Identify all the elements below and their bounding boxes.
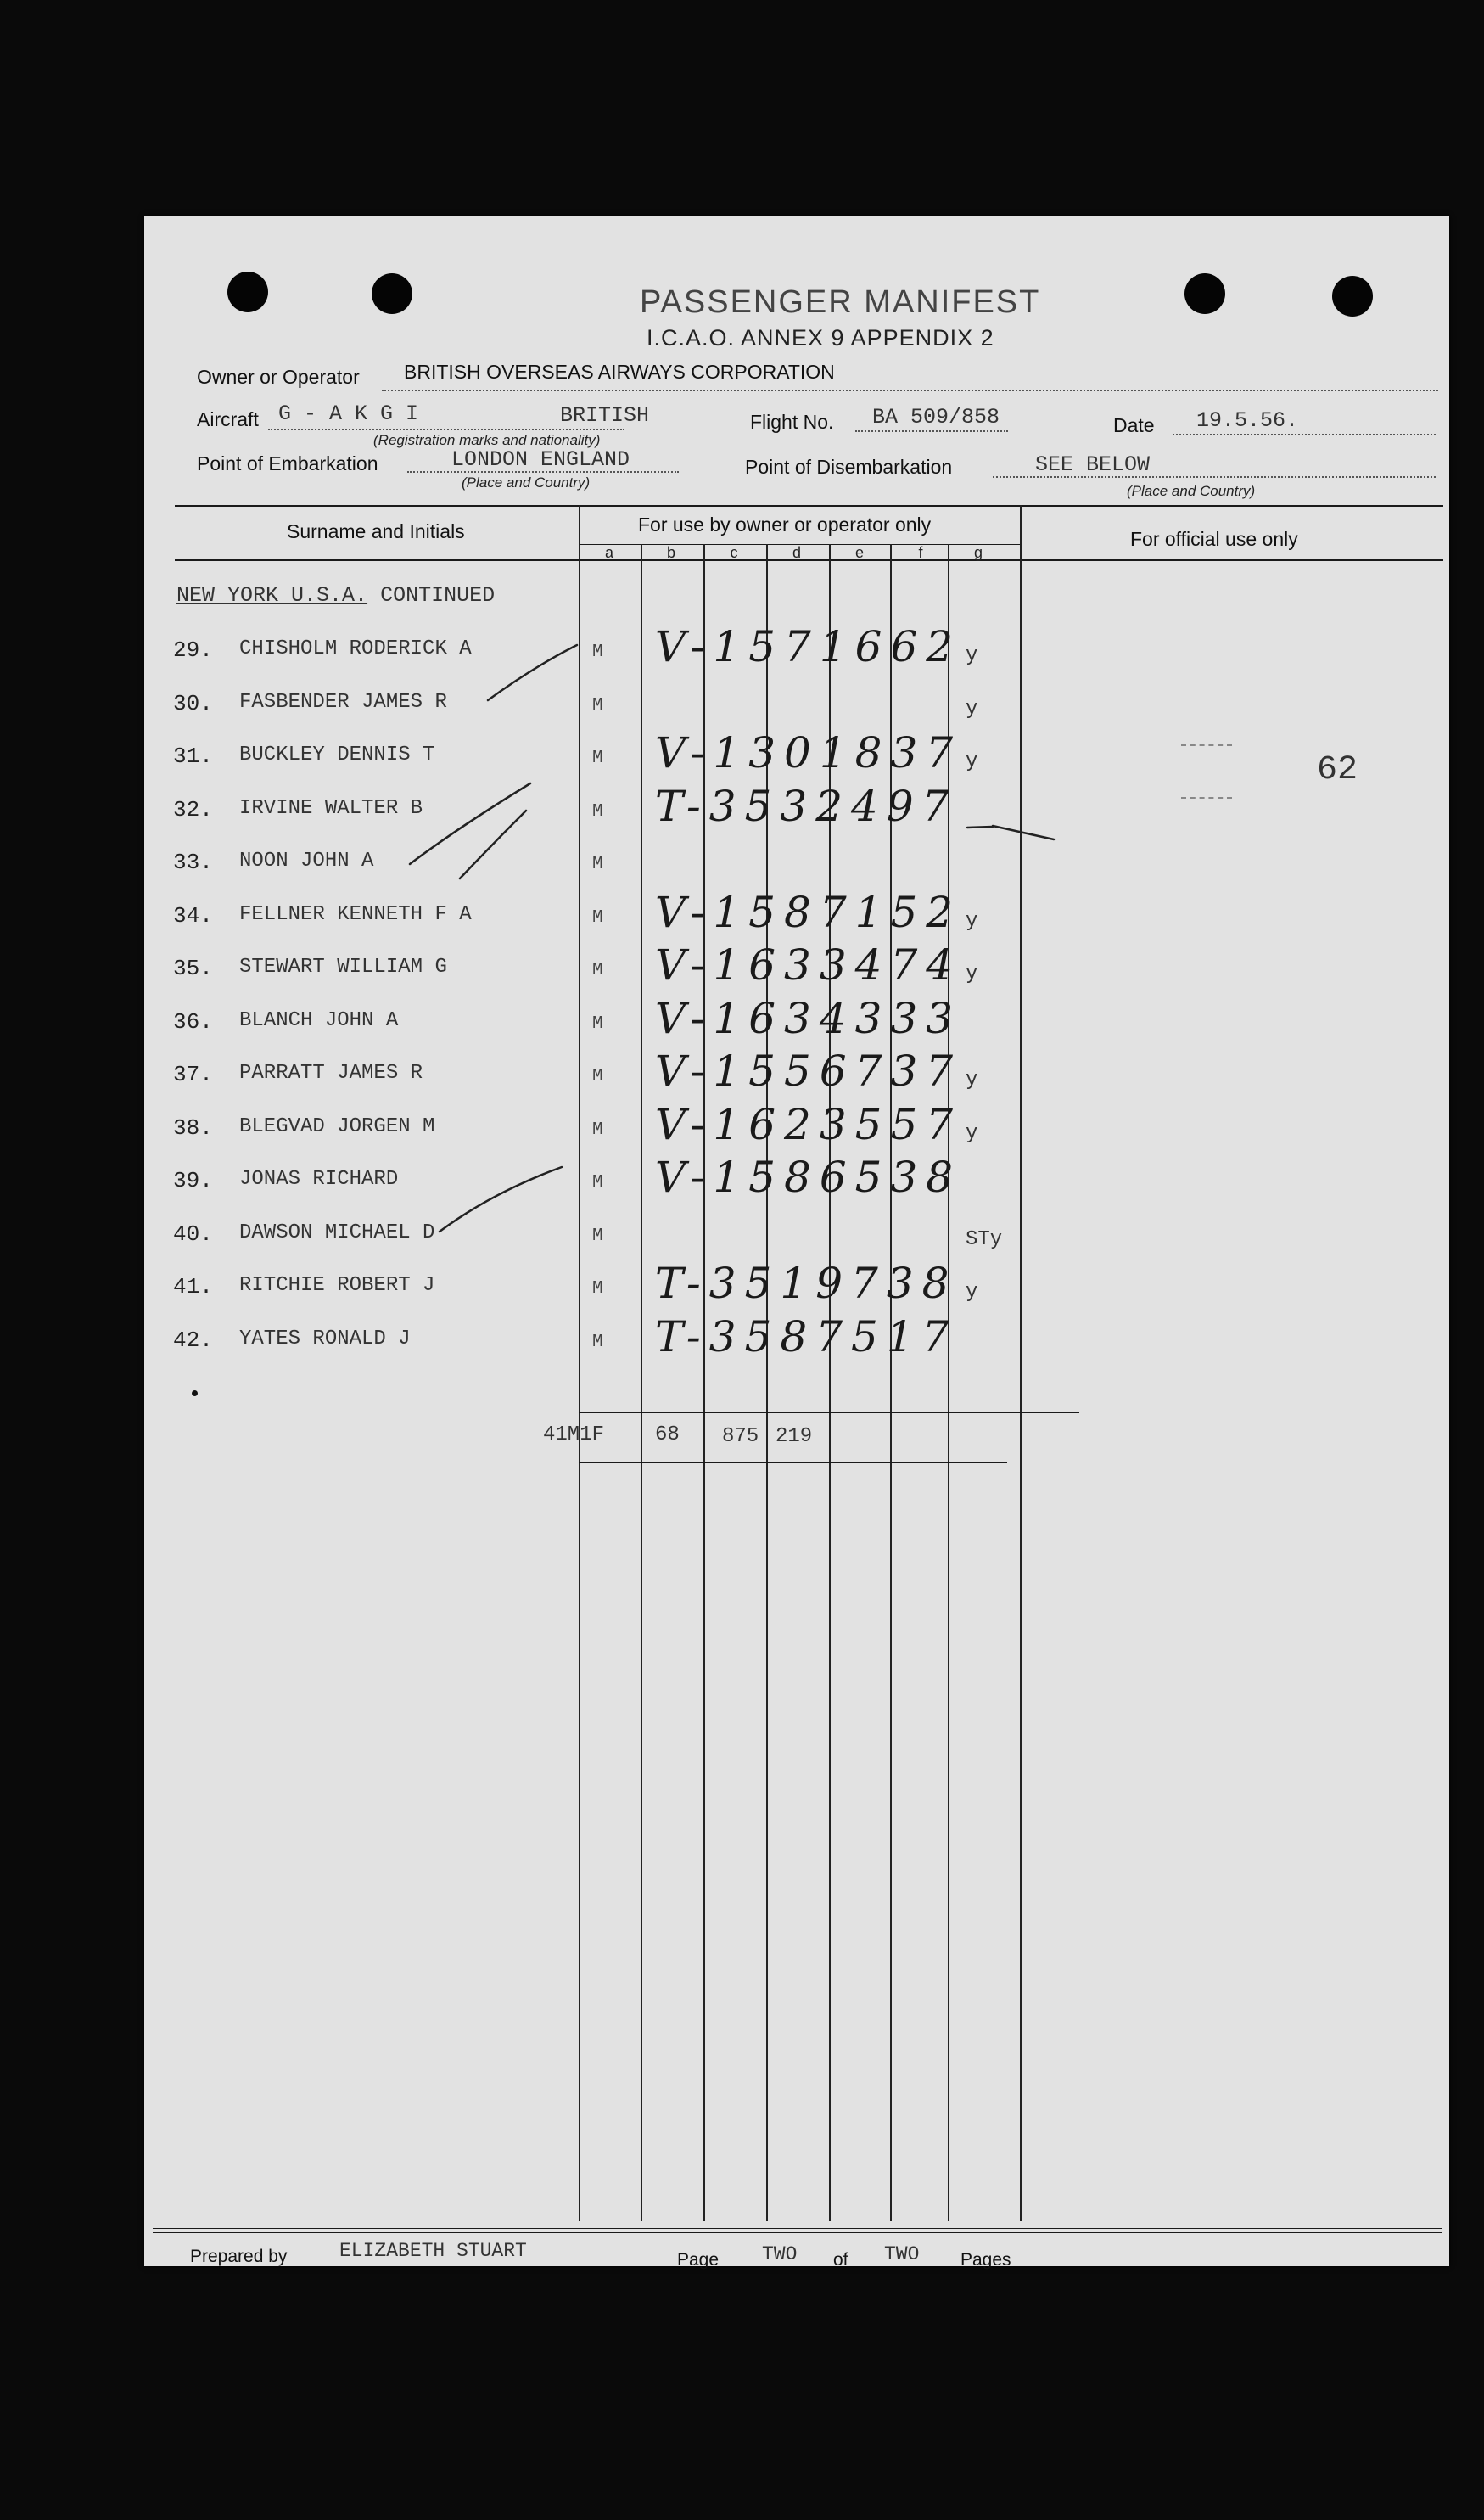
footer-rule (153, 2232, 1442, 2233)
aircraft-nationality: BRITISH (560, 403, 650, 428)
passenger-number: 42. (173, 1327, 213, 1353)
prepared-label: Prepared by (190, 2247, 288, 2266)
passenger-sex: M (592, 1120, 603, 1140)
subcol-b: b (666, 544, 675, 561)
passenger-sex: M (592, 696, 603, 716)
passenger-number: 40. (173, 1221, 213, 1247)
section-continued: CONTINUED (380, 583, 496, 608)
embarkation-value: LONDON ENGLAND (451, 447, 630, 472)
passenger-sex: M (592, 643, 603, 662)
passenger-sex: M (592, 749, 603, 768)
passenger-number: 39. (173, 1168, 213, 1193)
stray-dot (192, 1390, 198, 1396)
embarkation-note: (Place and Country) (462, 474, 591, 491)
check-stroke (440, 1167, 562, 1232)
check-stroke (967, 827, 993, 828)
date-value: 19.5.56. (1196, 408, 1299, 433)
subcol-f: f (918, 544, 923, 561)
passenger-number: 35. (173, 956, 213, 981)
passenger-ticket: V-1634333 (655, 994, 962, 1043)
page-title: PASSENGER MANIFEST (640, 284, 1041, 320)
passenger-ticket: T-3519738 (655, 1259, 958, 1308)
passenger-sex: M (592, 1279, 603, 1299)
subcol-c: c (730, 544, 738, 561)
disembarkation-value: SEE BELOW (1035, 452, 1151, 477)
passenger-number: 38. (173, 1115, 213, 1141)
passenger-name: BLANCH JOHN A (239, 1009, 399, 1032)
subcol-d: d (792, 544, 801, 561)
passenger-number: 41. (173, 1274, 213, 1299)
col-official-header: For official use only (1130, 528, 1298, 550)
totals-top-rule (579, 1412, 1079, 1413)
page-value: TWO (762, 2243, 798, 2265)
passenger-name: STEWART WILLIAM G (239, 956, 447, 979)
embarkation-label: Point of Embarkation (197, 452, 378, 474)
passenger-number: 33. (173, 850, 213, 875)
passenger-name: BUCKLEY DENNIS T (239, 744, 435, 766)
disembarkation-note: (Place and Country) (1127, 483, 1256, 499)
passenger-ticket: T-3532497 (655, 782, 958, 831)
aircraft-label: Aircraft (197, 408, 259, 430)
official-note: 62 (1317, 751, 1358, 789)
footer-rule (153, 2228, 1442, 2229)
passenger-sex: M (592, 961, 603, 980)
passenger-g-mark: STy (966, 1228, 1003, 1251)
total-d: 219 (776, 1425, 813, 1448)
of-label: of (833, 2250, 848, 2270)
passenger-g-mark: y (966, 644, 978, 667)
passenger-number: 31. (173, 744, 213, 769)
manifest-page (144, 216, 1449, 2270)
passenger-number: 36. (173, 1009, 213, 1035)
page-label: Page (677, 2250, 720, 2270)
passenger-g-mark: y (966, 963, 978, 985)
passenger-sex: M (592, 855, 603, 874)
owner-value: BRITISH OVERSEAS AIRWAYS CORPORATION (404, 361, 835, 383)
subcol-a: a (604, 544, 613, 561)
passenger-ticket: V-1623557 (655, 1100, 962, 1149)
passenger-ticket: T-3587517 (655, 1312, 958, 1361)
passenger-number: 37. (173, 1062, 213, 1087)
passenger-name: RITCHIE ROBERT J (239, 1274, 435, 1297)
passenger-ticket: V-1586538 (655, 1153, 962, 1202)
pages-label: Pages (960, 2250, 1011, 2270)
passenger-name: NOON JOHN A (239, 850, 374, 873)
disembarkation-label: Point of Disembarkation (745, 456, 953, 478)
passenger-sex: M (592, 908, 603, 928)
passenger-number: 32. (173, 797, 213, 822)
total-a: 41M1F (543, 1423, 605, 1446)
passenger-name: FELLNER KENNETH F A (239, 903, 472, 926)
passenger-ticket: V-1587152 (655, 888, 962, 937)
flight-label: Flight No. (750, 411, 834, 433)
passenger-ticket: V-1556737 (655, 1047, 962, 1096)
section-place: NEW YORK U.S.A. (176, 583, 368, 608)
passenger-sex: M (592, 1014, 603, 1034)
passenger-ticket: V-1571662 (655, 622, 962, 671)
aircraft-registration: G - A K G I (278, 401, 419, 426)
passenger-g-mark: y (966, 910, 978, 933)
passenger-ticket: V-1301837 (655, 728, 962, 777)
passenger-name: IRVINE WALTER B (239, 797, 423, 820)
owner-label: Owner or Operator (197, 366, 360, 388)
passenger-g-mark: y (966, 1281, 978, 1304)
col-owner-header: For use by owner or operator only (638, 514, 932, 536)
passenger-g-mark: y (966, 698, 978, 721)
passenger-sex: M (592, 1067, 603, 1086)
passenger-g-mark: y (966, 750, 978, 773)
col-surname-header: Surname and Initials (287, 520, 465, 542)
passenger-ticket: V-1633474 (655, 940, 962, 990)
passenger-name: BLEGVAD JORGEN M (239, 1115, 435, 1138)
passenger-sex: M (592, 1173, 603, 1193)
date-label: Date (1113, 414, 1155, 436)
passenger-g-mark: y (966, 1069, 978, 1092)
official-marks (1181, 744, 1232, 799)
passenger-number: 29. (173, 637, 213, 663)
passenger-number: 34. (173, 903, 213, 929)
subcol-e: e (854, 544, 864, 561)
page-subtitle: I.C.A.O. ANNEX 9 APPENDIX 2 (647, 325, 994, 351)
passenger-name: PARRATT JAMES R (239, 1062, 423, 1085)
passenger-name: CHISHOLM RODERICK A (239, 637, 472, 660)
passenger-sex: M (592, 1226, 603, 1246)
total-b: 68 (655, 1423, 680, 1446)
flight-value: BA 509/858 (872, 405, 1000, 429)
aircraft-note: (Registration marks and nationality) (373, 432, 601, 448)
totals-bottom-rule (579, 1462, 1007, 1463)
check-stroke (993, 826, 1054, 839)
passenger-name: JONAS RICHARD (239, 1168, 399, 1191)
prepared-value: ELIZABETH STUART (339, 2240, 527, 2262)
passenger-number: 30. (173, 691, 213, 716)
passenger-sex: M (592, 802, 603, 822)
check-stroke (488, 645, 577, 700)
passenger-name: DAWSON MICHAEL D (239, 1221, 435, 1244)
passenger-name: YATES RONALD J (239, 1327, 411, 1350)
total-c: 875 (722, 1425, 759, 1448)
passenger-g-mark: y (966, 1122, 978, 1145)
subcol-g: g (973, 544, 983, 561)
passenger-sex: M (592, 1333, 603, 1352)
annotation-strokes (144, 216, 1449, 2266)
passenger-name: FASBENDER JAMES R (239, 691, 447, 714)
of-value: TWO (884, 2243, 920, 2265)
